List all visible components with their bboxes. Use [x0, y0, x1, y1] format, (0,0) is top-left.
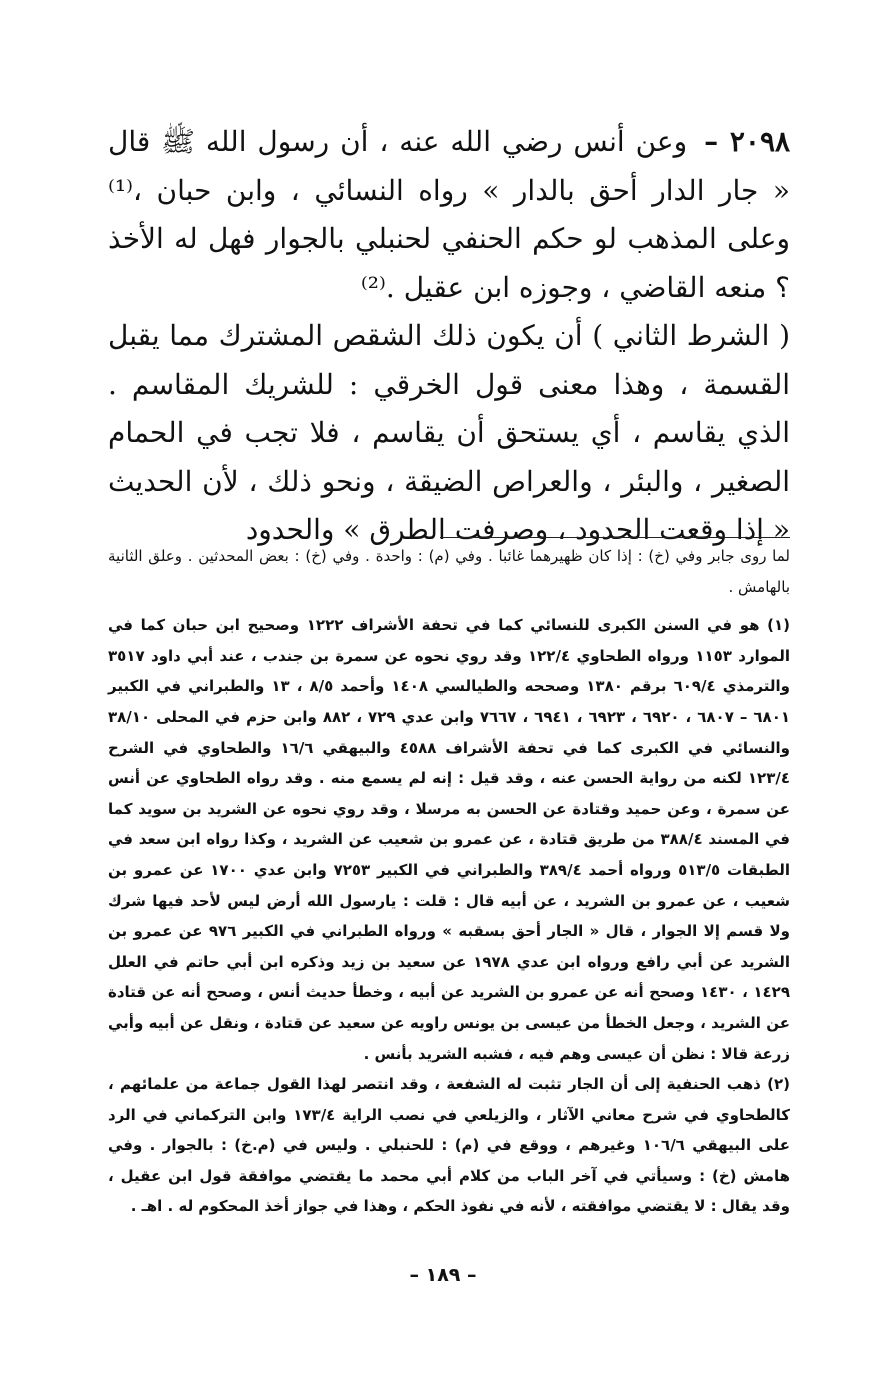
paragraph-1-text: وعن أنس رضي الله عنه ، أن رسول الله ﷺ قال « جار الدار أحق بالدار » رواه النسائي ، وابن حبان ،⁽¹⁾ وعلى المذهب لو حكم الحنفي لحنبلي بالجوار فهل له الأخذ ؟ منعه القاضي ، وجوزه ابن عقيل .⁽²⁾ — [108, 125, 790, 304]
footnote-variant: لما روى جابر وفي (خ) : إذا كان ظهيرهما غائبا . وفي (م) : واحدة . وفي (خ) : بعض المحدثين . وعلق الثانية بالهامش . — [108, 547, 790, 596]
footnote-1: (١) هو في السنن الكبرى للنسائي كما في تحفة الأشراف ١٢٢٢ وصحيح ابن حبان كما في الموارد ١١٥٣ ورواه الطحاوي ١٢٢/٤ وقد روي نحوه عن سمرة بن جندب ، عند أبي داود ٣٥١٧ والترمذي ٦٠٩/٤ برقم ١٣٨٠ وصححه والطيالسي ١٤٠٨ وأحمد ٨/٥ ، ١٣ والطبراني في الكبير ٦٨٠١ – ٦٨٠٧ ، ٦٩٢٠ ، ٦٩٢٣ ، ٦٩٤١ ، ٧٦٦٧ وابن عدي ٧٢٩ ، ٨٨٢ وابن حزم في المحلى ٣٨/١٠ والنسائي في الكبرى كما في تحفة الأشراف ٤٥٨٨ والبيهقي ١٦/٦ والطحاوي في الشرح ١٢٣/٤ لكنه من رواية الحسن عنه ، وقد قيل : إنه لم يسمع منه . وقد رواه الطحاوي عن أنس عن سمرة ، وعن حميد وقتادة عن الحسن به مرسلا ، وقد روي نحوه عن الشريد بن سويد كما في المسند ٣٨٨/٤ من طريق قتادة ، عن عمرو بن شعيب عن الشريد ، وكذا رواه ابن سعد في الطبقات ٥١٣/٥ ورواه أحمد ٣٨٩/٤ والطبراني في الكبير ٧٢٥٣ وابن عدي ١٧٠٠ عن عمرو بن شعيب ، عن عمرو بن الشريد ، عن أبيه قال : قلت : يارسول الله أرض ليس لأحد فيها شرك ولا قسم إلا الجوار ، قال « الجار أحق بسقبه » ورواه الطبراني في الكبير ٩٧٦ عن عمرو بن الشريد عن أبي رافع ورواه ابن عدي ١٩٧٨ عن سعيد بن زيد وذكره ابن أبي حاتم في العلل ١٤٢٩ ، ١٤٣٠ وصحح أنه عن عمرو بن الشريد عن أبيه ، وخطأ حديث أنس ، وصحح أنه عن قتادة عن الشريد ، وجعل الخطأ من عيسى بن يونس راويه عن سعيد عن قتادة ، ونقل عن أبيه وأبي زرعة قالا : نظن أن عيسى وهم فيه ، فشبه الشريد بأنس . — [108, 616, 791, 1063]
footnote-2: (٢) ذهب الحنفية إلى أن الجار تثبت له الشفعة ، وقد انتصر لهذا القول جماعة من علمائهم ، كالطحاوي في شرح معاني الآثار ، والزيلعي في نصب الراية ١٧٣/٤ وابن التركماني في الرد على البيهقي ١٠٦/٦ وغيرهم ، ووقع في (م) : للحنبلي . وليس في (م.خ) : بالجوار . وفي هامش (خ) : وسيأتي في آخر الباب من كلام أبي محمد ما يقتضي موافقة قول ابن عقيل ، وقد يقال : لا يقتضي موافقته ، لأنه في نفوذ الحكم ، وهذا في جواز أخذ المحكوم له . اهـ . — [108, 1075, 791, 1216]
main-text — [108, 118, 790, 555]
footnotes — [108, 541, 790, 1222]
footnote-separator — [440, 537, 790, 538]
hadith-number: ٢٠٩٨ – — [704, 125, 791, 158]
footnote-gap — [108, 602, 790, 610]
page-number: – ١٨٩ – — [409, 1264, 477, 1286]
paragraph-2: ( الشرط الثاني ) أن يكون ذلك الشقص المشترك مما يقبل القسمة ، وهذا معنى قول الخرقي : للشريك المقاسم . الذي يقاسم ، أي يستحق أن يقاسم ، فلا تجب في الحمام الصغير ، والبئر ، والعراص الضيقة ، ونحو ذلك ، لأن الحديث « إذا وقعت الحدود ، وصرفت الطرق » والحدود — [108, 319, 790, 546]
paragraph-hadith — [108, 118, 790, 312]
